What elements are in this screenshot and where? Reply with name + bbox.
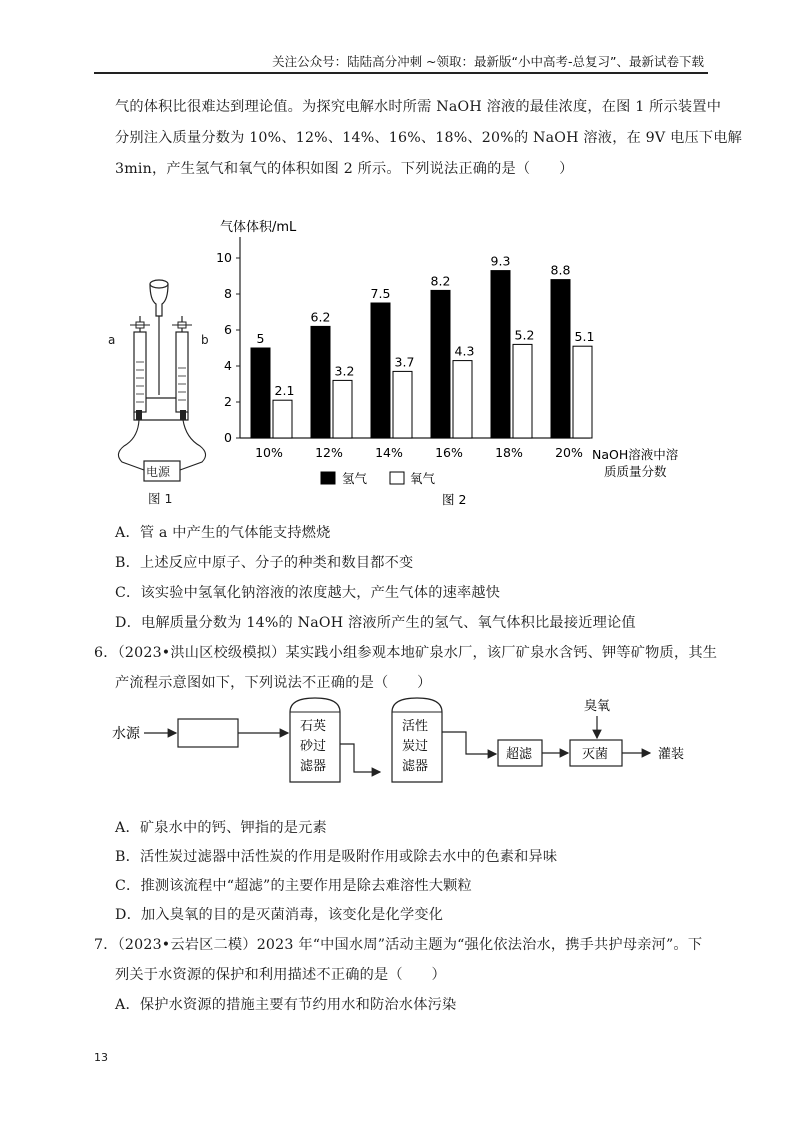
oxygen-bar <box>453 361 472 438</box>
quartz-filter-label-2: 砂过 <box>300 739 327 754</box>
power-supply-label: 电源 <box>146 465 171 479</box>
q6-option-a: A．矿泉水中的钙、钾指的是元素 <box>115 820 327 836</box>
quartz-filter-label-1: 石英 <box>300 719 327 734</box>
flow-source-label: 水源 <box>112 726 140 742</box>
oxygen-bar <box>393 371 412 438</box>
legend-oxygen-label: 氧气 <box>410 471 436 486</box>
y-tick-label: 2 <box>224 394 232 409</box>
hydrogen-bar <box>371 303 390 438</box>
header-divider <box>94 72 708 74</box>
q7-option-a: A．保护水资源的措施主要有节约用水和防治水体污染 <box>115 997 457 1013</box>
intro-line-2: 分别注入质量分数为 10%、12%、14%、16%、18%、20%的 NaOH 溶液，在 9V 电压下电解 <box>115 130 743 146</box>
q7-stem-line-2: 列关于水资源的保护和利用描述不正确的是（ ） <box>115 967 446 983</box>
page-header: 关注公众号：陆陆高分冲刺 ~领取：最新版“小中高考-总复习”、最新试卷下载 <box>272 54 704 69</box>
q6-option-b: B．活性炭过滤器中活性炭的作用是吸附作用或除去水中的色素和异味 <box>115 849 558 865</box>
oxygen-value-label: 3.2 <box>334 363 355 379</box>
sterilize-label: 灭菌 <box>582 747 609 762</box>
hydrogen-bar <box>431 290 450 438</box>
oxygen-bar <box>573 346 592 438</box>
x-axis-label-line-2: 质质量分数 <box>604 464 667 479</box>
y-tick-label: 10 <box>216 250 232 265</box>
figure2-caption: 图 2 <box>442 492 467 507</box>
q5-option-d: D．电解质量分数为 14%的 NaOH 溶液所产生的氢气、氧气体积比最接近理论值 <box>115 615 636 631</box>
hydrogen-bar <box>311 326 330 438</box>
hydrogen-value-label: 5 <box>256 331 265 346</box>
oxygen-value-label: 5.2 <box>514 327 535 343</box>
y-tick-label: 6 <box>224 322 232 337</box>
hydrogen-value-label: 9.3 <box>490 253 511 269</box>
y-tick-label: 8 <box>224 286 232 301</box>
y-tick-label: 0 <box>224 430 232 445</box>
y-axis-label: 气体体积/mL <box>220 220 297 235</box>
x-axis-label-line-1: NaOH溶液中溶 <box>592 447 679 462</box>
hydrogen-value-label: 8.8 <box>550 262 571 278</box>
flow-blank-box <box>178 719 238 747</box>
x-category-label: 20% <box>555 445 583 460</box>
y-tick-label: 4 <box>224 358 232 373</box>
production-flow-diagram <box>110 690 730 800</box>
q5-option-b: B．上述反应中原子、分子的种类和数目都不变 <box>115 555 414 571</box>
oxygen-value-label: 5.1 <box>574 329 595 345</box>
hydrogen-bar <box>551 280 570 438</box>
oxygen-bar <box>273 400 292 438</box>
carbon-filter-label-3: 滤器 <box>402 759 429 774</box>
oxygen-value-label: 3.7 <box>394 354 415 370</box>
carbon-filter-label-2: 炭过 <box>402 739 429 754</box>
gas-volume-bar-chart <box>216 205 720 515</box>
figure1-caption: 图 1 <box>148 491 173 506</box>
tube-b-label: b <box>201 333 209 347</box>
legend-hydrogen-label: 氢气 <box>342 471 368 486</box>
flow-arrow-4 <box>442 732 496 754</box>
x-category-label: 18% <box>495 445 523 460</box>
q5-option-c: C．该实验中氢氧化钠溶液的浓度越大，产生气体的速率越快 <box>115 585 501 601</box>
hydrogen-value-label: 7.5 <box>370 286 391 301</box>
q6-option-c: C．推测该流程中“超滤”的主要作用是除去难溶性大颗粒 <box>115 878 472 894</box>
hydrogen-value-label: 8.2 <box>430 273 451 289</box>
ozone-label: 臭氧 <box>584 699 611 714</box>
x-category-label: 16% <box>435 445 463 460</box>
filling-label: 灌装 <box>658 747 685 762</box>
x-category-label: 12% <box>315 445 343 460</box>
flow-arrow-3 <box>340 744 380 772</box>
q5-option-a: A．管 a 中产生的气体能支持燃烧 <box>115 525 331 541</box>
q6-stem-line-2: 产流程示意图如下，下列说法不正确的是（ ） <box>115 675 432 691</box>
hydrogen-value-label: 6.2 <box>310 309 331 325</box>
tube-a-label: a <box>108 333 116 347</box>
intro-line-1: 气的体积比很难达到理论值。为探究电解水时所需 NaOH 溶液的最佳浓度，在图 1 所示装置中 <box>115 99 722 115</box>
hydrogen-bar <box>491 271 510 438</box>
q6-option-d: D．加入臭氧的目的是灭菌消毒，该变化是化学变化 <box>115 907 444 923</box>
oxygen-value-label: 4.3 <box>454 343 475 359</box>
q7-stem-line-1: 7．（2023•云岩区二模）2023 年“中国水周”活动主题为“强化依法治水，携手共护母亲河”。下 <box>94 937 703 953</box>
oxygen-bar <box>513 344 532 438</box>
legend-hydrogen-swatch <box>321 472 335 484</box>
oxygen-value-label: 2.1 <box>274 383 295 399</box>
quartz-filter-label-3: 滤器 <box>300 759 327 774</box>
intro-line-3: 3min，产生氢气和氧气的体积如图 2 所示。下列说法正确的是（ ） <box>115 161 574 177</box>
x-category-label: 14% <box>375 445 403 460</box>
oxygen-bar <box>333 380 352 438</box>
carbon-filter-label-1: 活性 <box>402 719 429 734</box>
x-category-label: 10% <box>255 445 283 460</box>
legend-oxygen-swatch <box>390 472 404 484</box>
ultrafiltration-label: 超滤 <box>506 747 533 762</box>
page-number: 13 <box>94 1051 108 1064</box>
hydrogen-bar <box>251 348 270 438</box>
q6-stem-line-1: 6．（2023•洪山区校级模拟）某实践小组参观本地矿泉水厂，该厂矿泉水含钙、钾等矿物质，其生 <box>94 645 718 661</box>
